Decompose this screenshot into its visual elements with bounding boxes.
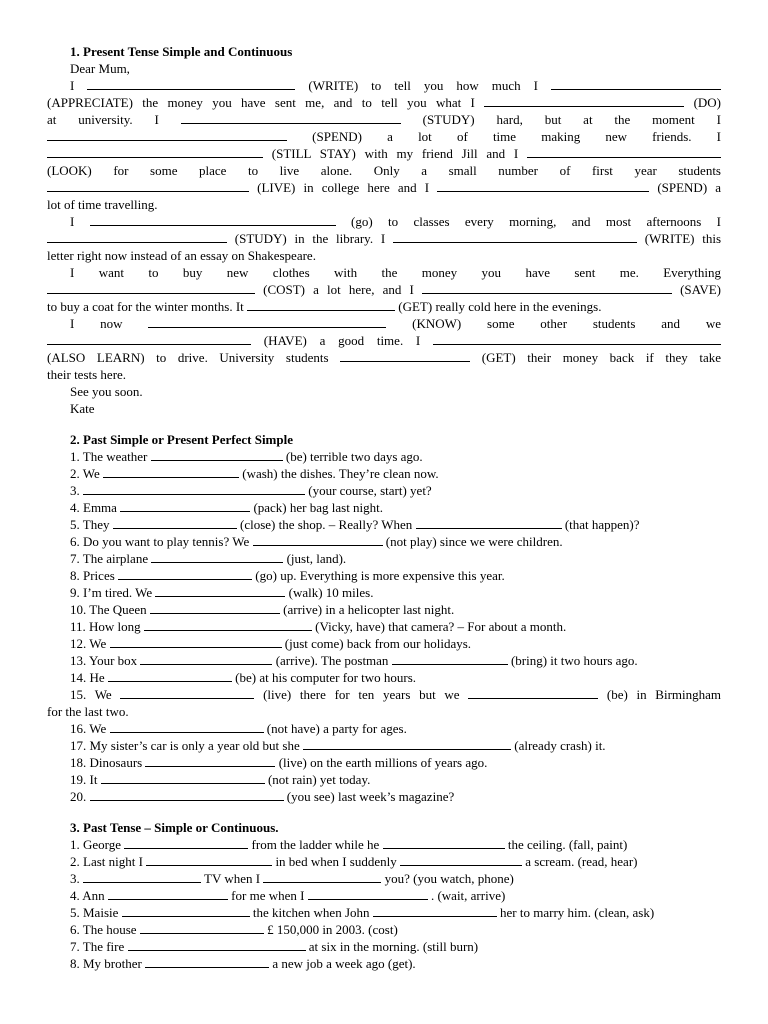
blank[interactable] xyxy=(484,95,684,107)
blank[interactable] xyxy=(527,146,721,158)
blank[interactable] xyxy=(47,333,251,345)
exercise-item: 2. Last night I in bed when I suddenly a scream. (read, hear) xyxy=(70,854,638,869)
exercise-item: 17. My sister’s car is only a year old but she (already crash) it. xyxy=(70,738,606,753)
exercise-item: 5. They (close) the shop. – Really? When (that happen)? xyxy=(70,517,640,532)
blank[interactable] xyxy=(393,231,637,243)
blank[interactable] xyxy=(146,854,272,866)
exercise-item: 11. How long (Vicky, have) that camera? – For about a month. xyxy=(70,619,567,634)
letter-line-3: at university. I (STUDY) hard, but at the moment I xyxy=(47,112,721,127)
exercise-item: 4. Emma (pack) her bag last night. xyxy=(70,500,384,515)
exercise-item: 6. The house £ 150,000 in 2003. (cost) xyxy=(70,922,398,937)
letter-line-14: to buy a coat for the winter months. It (GET) really cold here in the evenings. xyxy=(47,299,602,314)
exercise-item: 7. The airplane (just, land). xyxy=(70,551,347,566)
blank[interactable] xyxy=(47,129,287,141)
blank[interactable] xyxy=(181,112,401,124)
exercise-item: 19. It (not rain) yet today. xyxy=(70,772,371,787)
blank[interactable] xyxy=(118,568,252,580)
blank[interactable] xyxy=(90,789,284,801)
blank[interactable] xyxy=(103,466,239,478)
blank[interactable] xyxy=(47,282,255,294)
blank[interactable] xyxy=(113,517,237,529)
blank[interactable] xyxy=(144,619,312,631)
exercise-item: 15. We (live) there for ten years but we (be) in Birmingham xyxy=(70,687,721,702)
blank[interactable] xyxy=(253,534,383,546)
blank[interactable] xyxy=(392,653,508,665)
letter-line-6: (LOOK) for some place to live alone. Only a small number of first year students xyxy=(47,163,721,178)
letter-line-9: I (go) to classes every morning, and most afternoons I xyxy=(70,214,721,229)
exercise-item: 10. The Queen (arrive) in a helicopter last night. xyxy=(70,602,455,617)
letter-line-4: (SPEND) a lot of time making new friends. I xyxy=(47,129,721,146)
section2-title: 2. Past Simple or Present Perfect Simple xyxy=(70,432,293,447)
blank[interactable] xyxy=(373,905,497,917)
blank[interactable] xyxy=(340,350,470,362)
exercise-item: 9. I’m tired. We (walk) 10 miles. xyxy=(70,585,374,600)
letter-line-8: lot of time travelling. xyxy=(47,197,158,212)
blank[interactable] xyxy=(140,653,272,665)
blank[interactable] xyxy=(400,854,522,866)
exercise-item: 18. Dinosaurs (live) on the earth millions of years ago. xyxy=(70,755,488,770)
blank[interactable] xyxy=(422,282,672,294)
exercise-item-continued: for the last two. xyxy=(47,704,129,719)
blank[interactable] xyxy=(108,888,228,900)
exercise-item: 12. We (just come) back from our holidays. xyxy=(70,636,472,651)
letter-line-12: I want to buy new clothes with the money you have sent me. Everything xyxy=(70,265,721,280)
letter-line-15: I now (KNOW) some other students and we xyxy=(70,316,721,331)
letter-line-10: (STUDY) in the library. I (WRITE) this xyxy=(47,231,721,248)
exercise-item: 3. (your course, start) yet? xyxy=(70,483,432,498)
blank[interactable] xyxy=(90,214,336,226)
blank[interactable] xyxy=(120,687,254,699)
letter-line-7: (LIVE) in college here and I (SPEND) a xyxy=(47,180,721,197)
blank[interactable] xyxy=(468,687,598,699)
exercise-item: 1. The weather (be) terrible two days ago. xyxy=(70,449,423,464)
blank[interactable] xyxy=(145,755,275,767)
letter-closing: See you soon. xyxy=(70,384,143,399)
exercise-item: 8. Prices (go) up. Everything is more expensive this year. xyxy=(70,568,505,583)
letter-line-13: (COST) a lot here, and I (SAVE) xyxy=(47,282,721,299)
blank[interactable] xyxy=(433,333,721,345)
letter-line-5: (STILL STAY) with my friend Jill and I xyxy=(47,146,721,163)
blank[interactable] xyxy=(87,78,295,90)
blank[interactable] xyxy=(83,483,305,495)
exercise-item: 5. Maisie the kitchen when John her to marry him. (clean, ask) xyxy=(70,905,655,920)
exercise-item: 14. He (be) at his computer for two hours. xyxy=(70,670,417,685)
blank[interactable] xyxy=(128,939,306,951)
exercise-item: 1. George from the ladder while he the ceiling. (fall, paint) xyxy=(70,837,628,852)
blank[interactable] xyxy=(247,299,395,311)
letter-line-18: their tests here. xyxy=(47,367,127,382)
blank[interactable] xyxy=(120,500,250,512)
blank[interactable] xyxy=(122,905,250,917)
exercise-item: 16. We (not have) a party for ages. xyxy=(70,721,407,736)
letter-line-1: I (WRITE) to tell you how much I xyxy=(70,78,721,95)
blank[interactable] xyxy=(101,772,265,784)
section1-title: 1. Present Tense Simple and Continuous xyxy=(70,44,293,59)
blank[interactable] xyxy=(551,78,721,90)
blank[interactable] xyxy=(110,721,264,733)
exercise-item: 3. TV when I you? (you watch, phone) xyxy=(70,871,514,886)
letter-signature: Kate xyxy=(70,401,95,416)
letter-greeting: Dear Mum, xyxy=(70,61,130,76)
section3-title: 3. Past Tense – Simple or Continuous. xyxy=(70,820,279,835)
exercise-item: 6. Do you want to play tennis? We (not play) since we were children. xyxy=(70,534,563,549)
blank[interactable] xyxy=(416,517,562,529)
exercise-item: 2. We (wash) the dishes. They’re clean now. xyxy=(70,466,439,481)
blank[interactable] xyxy=(383,837,505,849)
letter-line-2: (APPRECIATE) the money you have sent me, and to tell you what I (DO) xyxy=(47,95,721,110)
blank[interactable] xyxy=(437,180,649,192)
letter-line-11: letter right now instead of an essay on Shakespeare. xyxy=(47,248,316,263)
blank[interactable] xyxy=(47,146,263,158)
blank[interactable] xyxy=(108,670,232,682)
blank[interactable] xyxy=(308,888,428,900)
blank[interactable] xyxy=(148,316,386,328)
letter-line-16: (HAVE) a good time. I xyxy=(47,333,721,350)
blank[interactable] xyxy=(124,837,248,849)
blank[interactable] xyxy=(110,636,282,648)
blank[interactable] xyxy=(151,449,283,461)
exercise-item: 8. My brother a new job a week ago (get). xyxy=(70,956,416,971)
blank[interactable] xyxy=(150,602,280,614)
exercise-item: 4. Ann for me when I . (wait, arrive) xyxy=(70,888,506,903)
blank[interactable] xyxy=(145,956,269,968)
exercise-item: 7. The fire at six in the morning. (still burn) xyxy=(70,939,479,954)
blank[interactable] xyxy=(155,585,285,597)
blank[interactable] xyxy=(47,231,227,243)
letter-line-17: (ALSO LEARN) to drive. University students (GET) their money back if they take xyxy=(47,350,721,365)
blank[interactable] xyxy=(47,180,249,192)
blank[interactable] xyxy=(140,922,264,934)
blank[interactable] xyxy=(263,871,381,883)
exercise-item: 13. Your box (arrive). The postman (bring) it two hours ago. xyxy=(70,653,638,668)
exercise-item: 20. (you see) last week’s magazine? xyxy=(70,789,455,804)
blank[interactable] xyxy=(151,551,283,563)
blank[interactable] xyxy=(83,871,201,883)
blank[interactable] xyxy=(303,738,511,750)
